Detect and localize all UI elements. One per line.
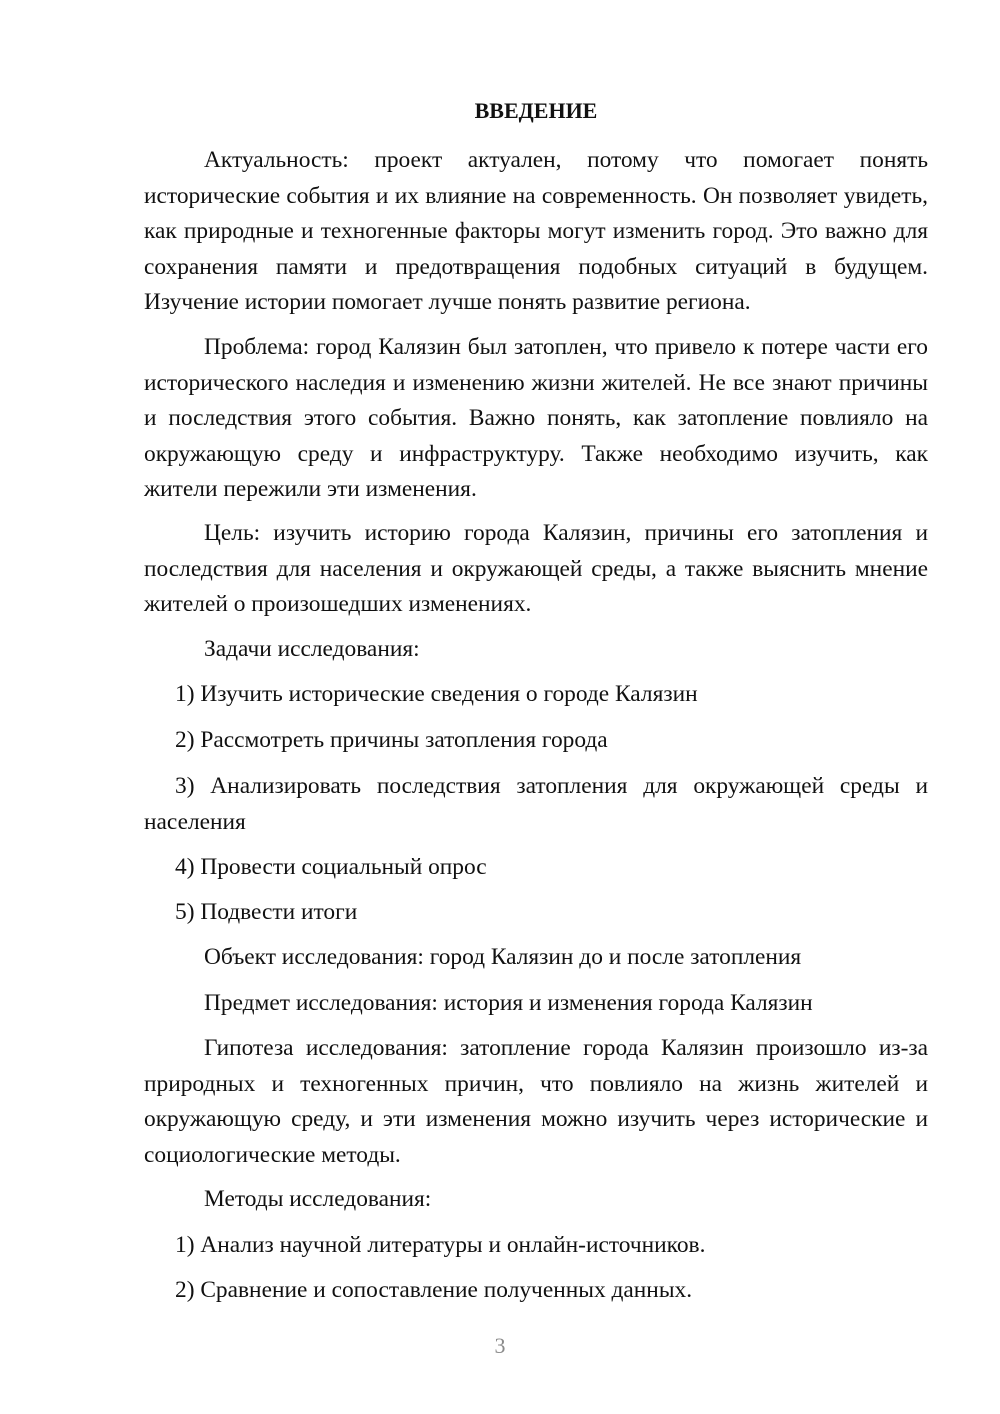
subject-paragraph: Предмет исследования: история и изменения города Калязин (204, 990, 813, 1016)
tasks-heading: Задачи исследования: (204, 636, 420, 662)
problem-paragraph: Проблема: город Калязин был затоплен, что привело к потере части его исторического наследия и изменению жизни жителей. Не все знают причины и последствия этого события. Важно понять, как затопление повлияло на окружающую среду и инфраструктуру. Также необходимо изучить, как жители пережили эти изменения. (144, 334, 928, 502)
hypothesis-paragraph: Гипотеза исследования: затопление города Калязин произошло из-за природных и техногенных причин, что повлияло на жизнь жителей и окружающую среду, и эти изменения можно изучить через исторические и социологические методы. (144, 1035, 928, 1168)
task-item: 2) Рассмотреть причины затопления города (175, 727, 608, 753)
task-item: 5) Подвести итоги (175, 899, 358, 925)
relevance-paragraph: Актуальность: проект актуален, потому что помогает понять исторические события и их влияние на современность. Он позволяет увидеть, как природные и техногенные факторы могут изменить город. Это важно для сохранения памяти и предотвращения подобных ситуаций в будущем. Изучение истории помогает лучше понять развитие региона. (144, 147, 928, 315)
task-item: 1) Изучить исторические сведения о городе Калязин (175, 681, 698, 707)
method-item: 2) Сравнение и сопоставление полученных данных. (175, 1277, 693, 1303)
goal-paragraph: Цель: изучить историю города Калязин, причины его затопления и последствия для населения и окружающей среды, а также выяснить мнение жителей о произошедших изменениях. (144, 520, 928, 617)
method-item: 1) Анализ научной литературы и онлайн-источников. (175, 1232, 706, 1258)
object-paragraph: Объект исследования: город Калязин до и после затопления (204, 944, 802, 970)
page-title: ВВЕДЕНИЕ (474, 98, 598, 123)
page-number: 3 (494, 1333, 506, 1358)
methods-heading: Методы исследования: (204, 1186, 432, 1212)
task-item: 4) Провести социальный опрос (175, 854, 487, 880)
task-item: 3) Анализировать последствия затопления для окружающей среды и населения (144, 773, 928, 835)
